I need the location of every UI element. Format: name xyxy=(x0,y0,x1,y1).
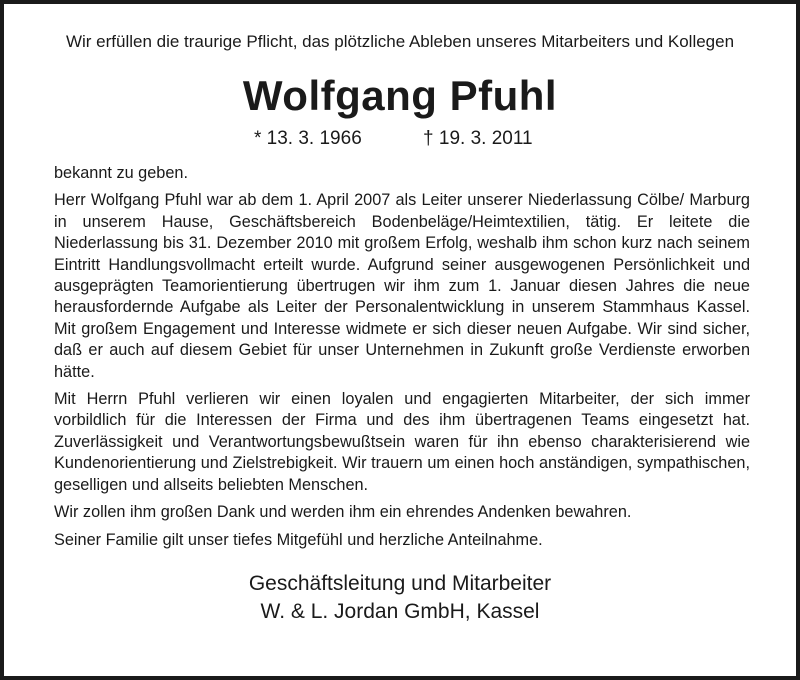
paragraph-thanks: Wir zollen ihm großen Dank und werden ihm ein ehrendes Andenken bewahren. xyxy=(54,503,632,522)
paragraph-tribute: Mit Herrn Pfuhl verlieren wir einen loyalen und engagierten Mitarbeiter, der sich immer vorbildlich für die Interessen der Firma und des ihm übertragenen Teams eingesetzt hat. Zuverlässigkeit und Verantwortungsbewußtsein waren für ihn ebenso charakterisierend wie Kundenorientierung und Zielstrebigkeit. Wir trauern um einen hoch anständigen, sympathischen, geselligen und allseits beliebten Menschen. xyxy=(54,390,750,494)
signature-line-2: W. & L. Jordan GmbH, Kassel xyxy=(260,600,540,623)
announce-text: bekannt zu geben. xyxy=(54,164,188,182)
paragraph-career: Herr Wolfgang Pfuhl war ab dem 1. April 2007 als Leiter unserer Niederlassung Cölbe/ Marburg in unserem Hause, Geschäftsbereich Bodenbeläge/Heimtextilien, tätig. Er leitete die Niederlassung bis 31. Dezember 2010 mit großem Erfolg, weshalb ihm schon kurz nach seinem Eintritt Handlungsvollmacht erteilt wurde. Aufgrund seiner ausgewogenen Persönlichkeit und ausgeprägten Teamorientierung übertrugen wir ihm zum 1. Januar diesen Jahres die neue herausfordernde Aufgabe als Leiter der Personalentwicklung in unserem Stammhaus Kassel. Mit großem Engagement und Interesse widmete er sich dieser neuen Aufgabe. Wir sind sicher, daß er auch auf diesem Gebiet für unser Unternehmen in Zukunft große Verdienste erworben hätte. xyxy=(54,191,750,381)
birth-date: * 13. 3. 1966 xyxy=(254,128,362,149)
death-date: † 19. 3. 2011 xyxy=(423,128,533,149)
notice-body xyxy=(54,163,750,557)
deceased-name: Wolfgang Pfuhl xyxy=(242,72,558,119)
intro-text: Wir erfüllen die traurige Pflicht, das plötzliche Ableben unseres Mitarbeiters und Kollegen xyxy=(65,32,735,51)
paragraph-condolence: Seiner Familie gilt unser tiefes Mitgefühl und herzliche Anteilnahme. xyxy=(54,530,543,549)
life-dates xyxy=(254,128,533,150)
signature-line-1: Geschäftsleitung und Mitarbeiter xyxy=(248,572,552,595)
signature-block xyxy=(0,570,800,626)
